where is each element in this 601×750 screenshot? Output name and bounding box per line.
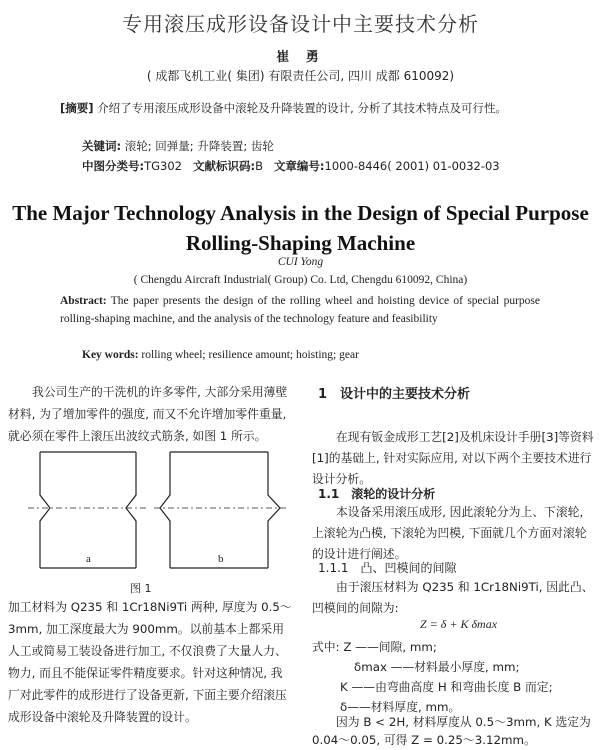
part-b-right-wall xyxy=(268,452,280,568)
abstract-en-label: Abstract: xyxy=(60,295,107,307)
figure-label-a: a xyxy=(86,553,91,565)
abstract-cn-label: [摘要] xyxy=(60,101,94,115)
intro-paragraph: 我公司生产的干洗机的许多零件, 大部分采用薄壁材料, 为了增加零件的强度, 而又不允许增加零件重量, 就必须在零件上滚压出波纹式筋条, 如图 1 所示。 xyxy=(8,385,288,443)
gap-formula: Z = δ + K δmax xyxy=(420,617,498,631)
author-cn: 崔 勇 xyxy=(276,50,325,65)
part-a-left-wall xyxy=(40,452,50,568)
abstract-cn xyxy=(60,97,550,119)
gap-paragraph: 由于滚压材料为 Q235 和 1Cr18Ni9Ti, 因此凸、凹模间的间隙为: xyxy=(312,580,594,615)
left-paragraph-1 xyxy=(8,381,292,447)
section-1-paragraph: 在现有钣金成形工艺[2]及机床设计手册[3]等资料[1]的基础上, 针对实际应用, 对以下两个主要技术进行设计分析。 xyxy=(312,430,594,486)
abstract-cn-text: 介绍了专用滚压成形设备中滚轮及升降装置的设计, 分析了其技术特点及可行性。 xyxy=(97,101,507,115)
class-label: 中图分类号: xyxy=(82,159,145,173)
part-b-left-wall xyxy=(160,452,170,568)
doc-code-label: 文献标识码: xyxy=(192,159,256,173)
formula-definitions xyxy=(312,637,553,717)
section-1-1-paragraph: 本设备采用滚压成形, 因此滚轮分为上、下滚轮, 上滚轮为凸模, 下滚轮为凹模, 下面就几个方面对滚轮的设计进行阐述。 xyxy=(312,505,587,561)
doc-code-value: B xyxy=(255,159,263,173)
keywords-cn-text: 滚轮; 回弹量; 升降装置; 齿轮 xyxy=(124,139,274,153)
affiliation-cn: ( 成都飞机工业( 集团) 有限责任公司, 四川 成都 610092) xyxy=(146,69,455,83)
paper-title-en: The Major Technology Analysis in the Design of Special Purpose Rolling-Shaping Machine xyxy=(12,201,589,255)
article-number-label: 文章编号: xyxy=(273,159,325,173)
definition-line: δmax ——材料最小厚度, mm; xyxy=(354,660,520,674)
materials-paragraph: 加工材料为 Q235 和 1Cr18Ni9Ti 两种, 厚度为 0.5～3mm, 加工深度最大为 900mm。以前基本上都采用人工或简易工装设备进行加工, 不仅浪费了大量人力、物力, 而且不能保证零件精度要求。针对这种情况, 我厂对此零件的成形进行了设备更新, 下面主要介绍滚压成形设备中滚轮及升降装置的设计。 xyxy=(8,600,292,724)
class-value: TG302 xyxy=(144,159,182,173)
figure-1-drawing xyxy=(18,450,288,570)
paper-title-cn: 专用滚压成形设备设计中主要技术分析 xyxy=(122,12,479,36)
keywords-en-label: Key words: xyxy=(82,349,139,361)
section-1-heading: 1 设计中的主要技术分析 xyxy=(318,387,471,402)
keywords-cn xyxy=(82,138,274,154)
definition-line: 式中: Z ——间隙, mm; xyxy=(312,640,437,654)
result-paragraph: 因为 B < 2H, 材料厚度从 0.5～3mm, K 选定为 0.04～0.05, 可得 Z = 0.25～3.12mm。 xyxy=(312,715,591,747)
part-a-right-wall xyxy=(126,452,136,568)
author-en: CUI Yong xyxy=(277,256,324,268)
keywords-en-text: rolling wheel; resilience amount; hoisting; gear xyxy=(141,349,359,361)
article-number-value: 1000-8446( 2001) 01-0032-03 xyxy=(324,159,500,173)
definition-line: δ——材料厚度, mm。 xyxy=(340,700,461,714)
affiliation-en: ( Chengdu Aircraft Industrial( Group) Co. Ltd, Chengdu 610092, China) xyxy=(133,274,468,286)
definition-line: K ——由弯曲高度 H 和弯曲长度 B 而定; xyxy=(340,680,553,694)
figure-caption: 图 1 xyxy=(130,582,152,595)
classification-cn xyxy=(82,158,500,174)
keywords-en xyxy=(82,349,359,361)
section-1-1-1-heading: 1.1.1 凸、凹模间的间隙 xyxy=(318,561,457,575)
figure-label-b: b xyxy=(218,553,224,565)
abstract-en-text: The paper presents the design of the rolling wheel and hoisting device of special purpose rolling-shaping machine, and the analysis of the technology feature and feasibility xyxy=(60,295,540,325)
keywords-cn-label: 关键词: xyxy=(82,139,122,153)
section-1-1-heading: 1.1 滚轮的设计分析 xyxy=(318,487,436,501)
abstract-en xyxy=(60,292,540,328)
